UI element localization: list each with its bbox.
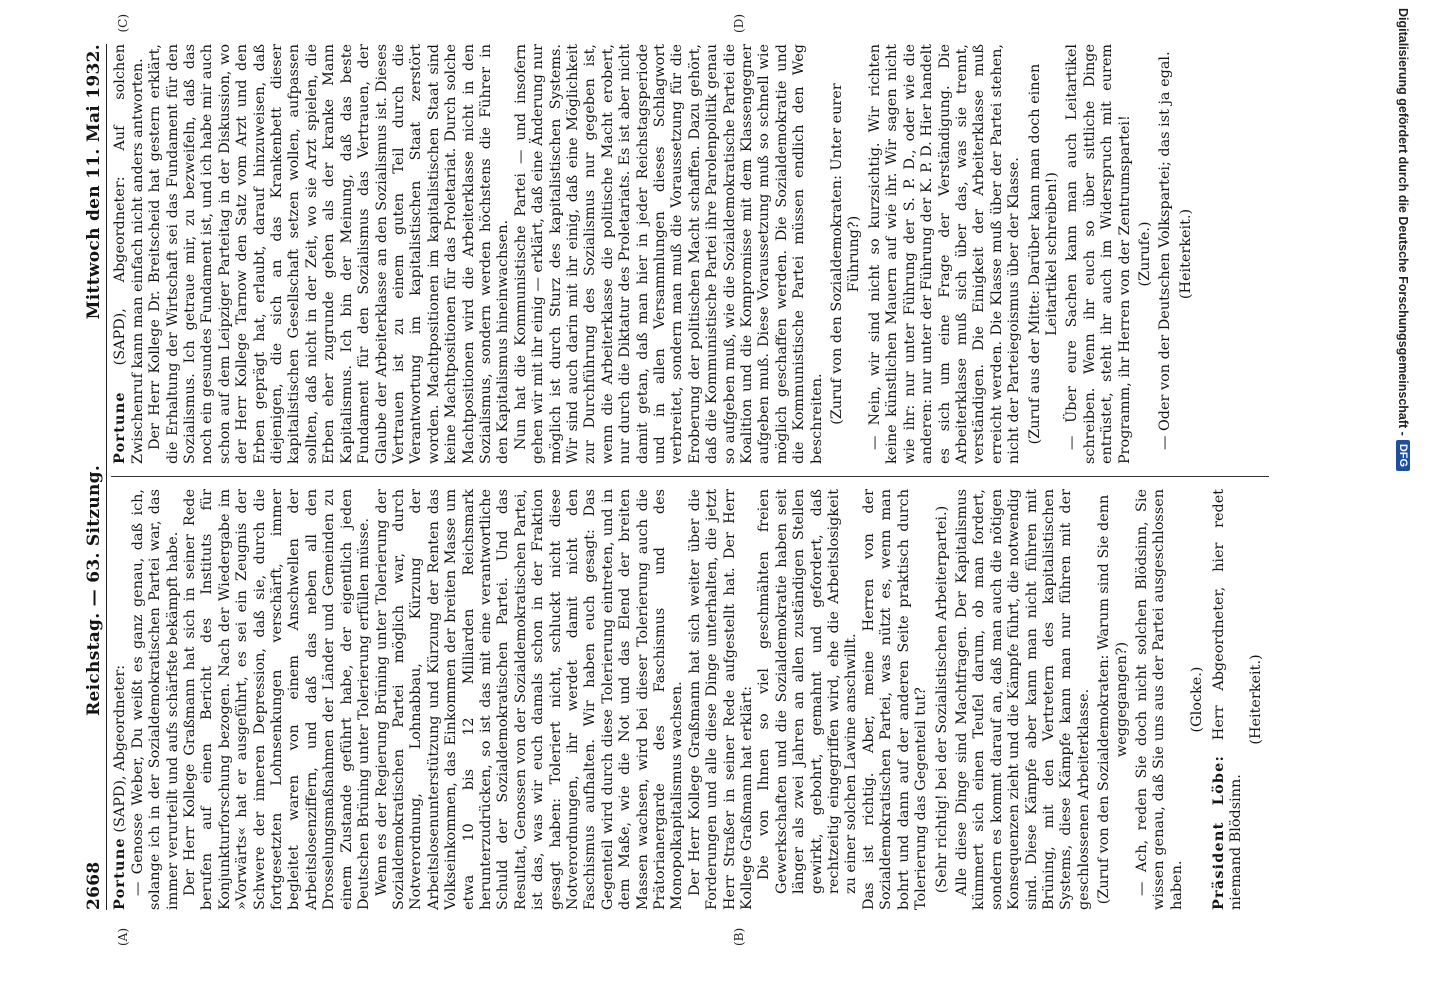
speaker-name: Portune bbox=[111, 391, 129, 464]
margin-marker-b: (B) bbox=[732, 927, 747, 946]
interjection: (Zuruf aus der Mitte: Darüber kann man doch einen Leitartikel schreiben!) bbox=[1026, 63, 1060, 445]
speaker-paragraph bbox=[1210, 489, 1246, 910]
body-paragraph: Der Herr Kollege Dr. Breitscheid hat gestern erklärt, die Erhaltung der Wirtschaft sei das Fundament für den Sozialismus. Ich getraue mir, zu bezweifeln, daß das noch ein gesundes Fundament ist, und ich habe mir auch schon auf dem Leipziger Parteitag in der Diskussion, wo der Herr Kollege Tarnow den Satz vom Arzt und den Erben geprägt hat, erlaubt, darauf hinzuweisen, daß diejenigen, die sich an das Krankenbett dieser kapitalistischen Gesellschaft setzen wollen, aufpassen sollten, daß nicht in der Zeit, wo sie Arzt spielen, die Erben eher zugrunde gehen als der kranke Mann Kapitalismus. Ich bin der Meinung, daß das beste Fundament für den Sozialismus das Vertrauen, der Glaube der Arbeiterklasse an den Sozialismus ist. Dieses Vertrauen ist zu einem guten Teil durch die Verantwortung im kapitalistischen Staat zerstört worden. Machtpositionen im kapitalistischen Staat sind keine Machtpositionen für das Proletariat. Durch solche Machtpositionen wird die Arbeiterklasse nicht in den Sozialismus, sondern werden höchstens die Führer in den Kapitalismus hineinwachsen. bbox=[147, 44, 512, 464]
body-paragraph: Der Herr Kollege Graßmann hat sich weiter über die Forderungen und alle diese Dinge unterhalten, die jetzt Herr Straßer in seiner Rede aufgestellt hat. Der Herr Kollege Graßmann hat erklärt: bbox=[686, 489, 756, 910]
body-paragraph: Wenn es der Regierung Brüning unter Tolerierung der Sozialdemokratischen Partei möglich war, durch Notverordnung, Lohnabbau, Kürzung der Arbeitslosenunterstützung und Kürzung der Renten das Volkseinkommen, das Einkommen der breiten Masse um etwa 10 bis 12 Milliarden Reichsmark herunterzudrücken, so ist das mit eine verantwortliche Schuld der Sozialdemokratischen Partei. Und das Resultat, Genossen von der Sozialdemokratischen Partei, ist das, was wir euch damals schon in der Fraktion gesagt haben: Toleriert nicht, schluckt nicht diese Notverordnungen, ihr werdet damit nicht den Faschismus aufhalten. Wir haben euch gesagt: Das Gegenteil wird durch diese Tolerierung eintreten, und in dem Maße, wie die Not und das Elend der breiten Massen wachsen, wird bei dieser Tolerierung auch die Prätorianergarde des Faschismus und des Monopolkapitalismus wachsen. bbox=[373, 489, 686, 910]
interjection: (Sehr richtig! bei der Sozialistischen Arbeiterpartei.) bbox=[933, 505, 950, 894]
body-paragraph: Alle diese Dinge sind Machtfragen. Der Kapitalismus kümmert sich einen Teufel darum, ob man fordert, sondern es kommt darauf an, daß man auch die nötigen Konsequenzen zieht und die Kämpfe führt, die notwendig sind. Diese Kämpfe aber kann man nicht führen mit Brüning, mit den Vertretern des kapitalistischen Systems, diese Kämpfe kann man nur führen mit der geschlossenen Arbeiterklasse. bbox=[953, 489, 1092, 910]
body-paragraph: — Über eure Sachen kann man auch Leitartikel schreiben. Wenn ihr euch so über sittliche Dinge entrüstet, steht ihr auch im Widerspruch mit eurem Programm, ihr Herren von der Zentrumspartei! bbox=[1064, 44, 1133, 464]
margin-marker-c: (C) bbox=[116, 14, 131, 33]
digitization-credit bbox=[1392, 8, 1414, 998]
header-session: Reichstag. — 63. Sitzung. bbox=[84, 464, 104, 716]
body-paragraph: Nun hat die Kommunistische Partei — und insofern gehen wir mit ihr einig — erklärt, daß eine Änderung nur möglich ist durch Sturz des kapitalistischen Systems. Wir sind auch darin mit ihr einig, daß eine Möglichkeit zur Durchführung des Sozialismus nur gegeben ist, wenn die Arbeiterklasse die politische Macht erobert, nur durch die Diktatur des Proletariats. Es ist aber nicht damit getan, daß man hier in jeder Reichstagsperiode und in allen Versammlungen dieses Schlagwort verbreitet, sondern man muß die Voraussetzung für die Eroberung der politischen Macht schaffen. Dazu gehört, daß die Kommunistische Partei ihre Parolenpolitik genau so aufgeben muß, wie die Sozialdemokratische Partei die Koalition und die Kompromisse mit dem Klassengegner aufgeben muß. Diese Voraussetzung muß so schnell wie möglich geschaffen werden. Die Sozialdemokratie und die Kommunistische Partei müssen endlich den Weg beschreiten. bbox=[512, 44, 825, 464]
interjection: (Zuruf von den Sozialdemokraten: Unter eurer Führung?) bbox=[829, 83, 863, 425]
speaker-remark: Herr Abgeordneter, hier redet niemand Blödsinn. bbox=[1210, 489, 1244, 910]
dfg-logo: DFG bbox=[1396, 440, 1410, 471]
body-paragraph: — Nein, wir sind nicht so kurzsichtig. Wir richten keine künstlichen Mauern auf wie ihr. Wir sagen nicht wie ihr: nur unter Führung der S. P. D., oder wie die anderen: nur unter der Führung der K. P. D. Hier handelt es sich um eine Frage der Verständigung. Die Arbeiterklasse muß sich über das, was sie trennt, verständigen. Die Einigkeit der Arbeiterklasse muß erreicht werden. Die Klasse muß über der Partei stehen, nicht der Parteiegoismus über der Klasse. bbox=[866, 44, 1023, 464]
interjection: (Zurufe.) bbox=[1136, 221, 1153, 287]
body-paragraph: Der Herr Kollege Graßmann hat sich in seiner Rede berufen auf einen Bericht des Instituts für Konjunkturforschung bezogen. Nach der Wiedergabe im »Vorwärts« hat er ausgeführt, es sei ein Zeugnis der Schwere der inneren Depression, daß sie, durch die fortgesetzten Lohnsenkungen verschärft, immer begleitet waren von einem Anschwellen der Arbeitslosenziffern, und daß das neben all den Drosselungsmaßnahmen der Länder und Gemeinden zu einem Zustande geführt habe, der eigentlich jeden Deutschen Brüning unter Tolerierung erfüllen müsse. bbox=[182, 489, 373, 910]
speaker-name: Portune bbox=[111, 837, 129, 910]
body-paragraph: — Genosse Weber, Du weißt es ganz genau, daß ich, solange ich in der Sozialdemokratischen Partei war, das immer verurteilt und aufs schärfste bekämpft habe. bbox=[129, 489, 181, 910]
speaker-name: Präsident Löbe: bbox=[1209, 754, 1227, 910]
left-column bbox=[111, 477, 1268, 946]
quoted-passage: Die von Ihnen so viel geschmähten freien Gewerkschaften und die Sozialdemokratie haben seit länger als zwei Jahren an allen zuständigen Stellen gewirkt, gebohrt, gemahnt und gefordert, daß rechtzeitig eingegriffen wird, ehe die Arbeitslosigkeit zu einer solchen Lawine anschwillt. bbox=[756, 489, 860, 894]
header-date: Mittwoch den 11. Mai 1932. bbox=[84, 44, 104, 320]
interjection: (Heiterkeit.) bbox=[1177, 208, 1194, 300]
speaker-paragraph bbox=[111, 44, 147, 464]
body-paragraph: — Oder von der Deutschen Volkspartei; das ist ja egal. bbox=[1157, 51, 1174, 450]
page-number: 2668 bbox=[84, 861, 104, 910]
right-column bbox=[111, 14, 1268, 477]
text-columns bbox=[111, 14, 1268, 946]
speaker-paragraph bbox=[111, 489, 129, 910]
page-header bbox=[86, 44, 107, 910]
interjection: (Heiterkeit.) bbox=[1248, 654, 1265, 745]
interjection: (Zuruf von den Sozialdemokraten: Warum sind Sie denn weggegangen?) bbox=[1096, 494, 1130, 905]
rotated-document-page bbox=[80, 14, 1310, 950]
speaker-remark: (SAPD), Abgeordneter: bbox=[112, 664, 129, 838]
speaker-remark: (SAPD), Abgeordneter: Auf solchen Zwischenruf kann man einfach nicht anders antworten. bbox=[112, 44, 146, 464]
interjection: (Glocke.) bbox=[1189, 666, 1206, 733]
margin-marker-d: (D) bbox=[732, 14, 747, 33]
body-paragraph: Das ist richtig. Aber, meine Herren von der Sozialdemokratischen Partei, was nützt es, wenn man bohrt und dann auf der anderen Seite praktisch durch Tolerierung das Gegenteil tut? bbox=[860, 489, 930, 910]
body-paragraph: — Ach, reden Sie doch nicht solchen Blödsinn, Sie wissen genau, daß Sie uns aus der Partei ausgeschlossen haben. bbox=[1133, 489, 1185, 910]
margin-marker-a: (A) bbox=[116, 927, 131, 946]
credit-text: Digitalisierung gefördert durch die Deutsche Forschungsgemeinschaft - bbox=[1396, 8, 1410, 436]
